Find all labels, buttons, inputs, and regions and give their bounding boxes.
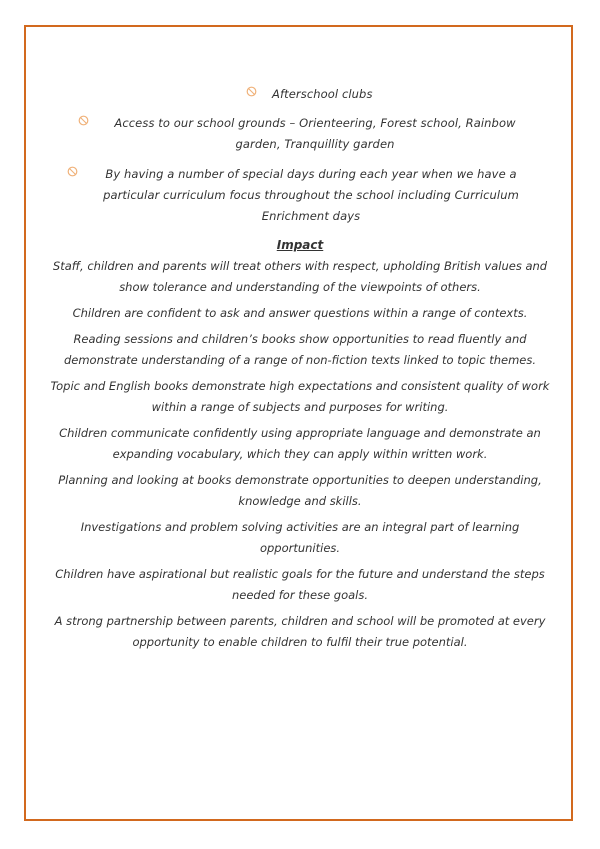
impact-item: Children have aspirational but realistic goals for the future and understand the steps needed for these goals. <box>55 567 545 602</box>
impact-item: Reading sessions and children’s books show opportunities to read fluently and demonstrate understanding of a range of non-fiction texts linked to topic themes. <box>63 332 537 367</box>
impact-item: Topic and English books demonstrate high expectations and consistent quality of work within a range of subjects and purposes for writing. <box>50 379 550 414</box>
impact-heading: Impact <box>276 238 324 252</box>
impact-item: Children communicate confidently using appropriate language and demonstrate an expanding vocabulary, which they can apply within written work. <box>59 426 541 461</box>
bullet-item-special-days: By having a number of special days during each year when we have a particular curriculum focus throughout the school including Curriculum Enrichment days <box>103 167 519 223</box>
impact-item: Children are confident to ask and answer questions within a range of contexts. <box>72 306 528 320</box>
bullet-item-school-grounds: Access to our school grounds – Orienteering, Forest school, Rainbow garden, Tranquillity garden <box>114 116 516 151</box>
impact-list <box>50 256 550 658</box>
impact-item: Planning and looking at books demonstrate opportunities to deepen understanding, knowledge and skills. <box>58 473 542 508</box>
impact-item: Staff, children and parents will treat others with respect, upholding British values and show tolerance and understanding of the viewpoints of others. <box>52 259 548 294</box>
circle-bullet-icon <box>246 86 257 97</box>
circle-bullet-icon <box>78 115 89 126</box>
impact-item: A strong partnership between parents, children and school will be promoted at every opportunity to enable children to fulfil their true potential. <box>54 614 546 649</box>
bullet-item-afterschool-clubs: Afterschool clubs <box>272 87 373 101</box>
impact-item: Investigations and problem solving activities are an integral part of learning opportunities. <box>80 520 520 555</box>
circle-bullet-icon <box>67 166 78 177</box>
